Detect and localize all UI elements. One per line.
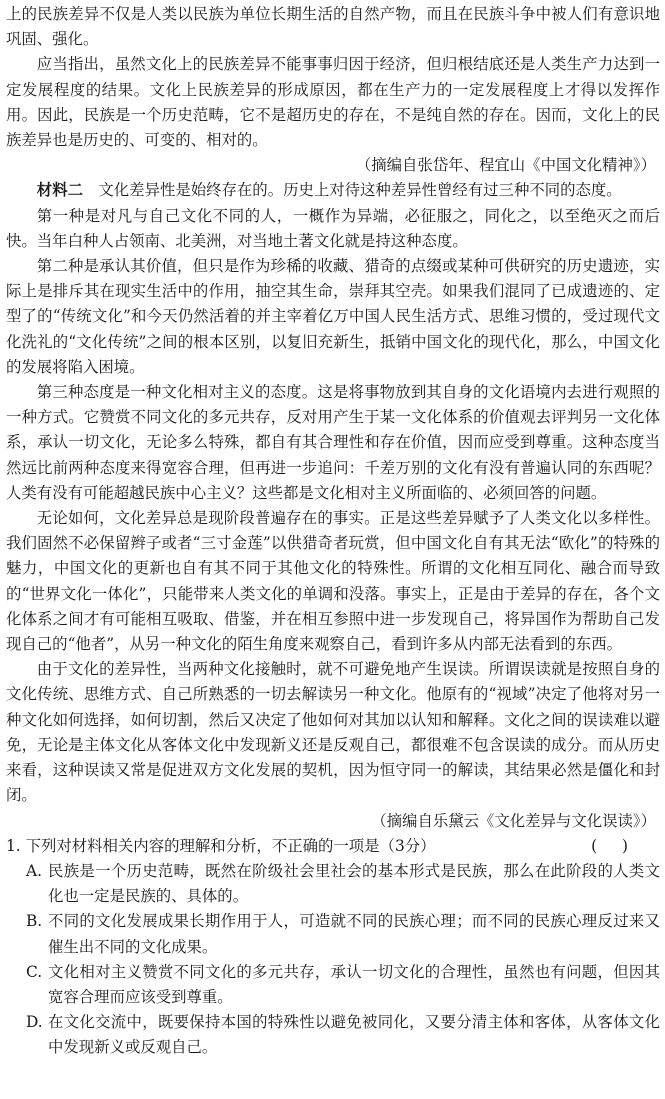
option-a-text: 民族是一个历史范畴，既然在阶级社会里社会的基本形式是民族，那么在此阶段的人类文化也一定是民族的、具体的。 — [48, 861, 660, 906]
material-two-paragraph-6: 由于文化的差异性，当两种文化接触时，就不可避免地产生误读。所谓误读就是按照自身的文化传统、思维方式、自己所熟悉的一切去解读另一种文化。他原有的“视域”决定了他将对另一种文化如何选择，如何切割，然后又决定了他如何对其加以认知和解释。文化之间的误读难以避免，无论是主体文化从客体文化中发现新义还是反观自己，都很难不包含误读的成分。而从历史来看，这种误读又常是促进双方文化发展的契机，因为恒守同一的解读，其结果必然是僵化和封闭。 — [6, 660, 660, 805]
option-b-letter: B. — [26, 912, 43, 931]
material-one-source: （摘编自张岱年、程宜山《中国文化精神》） — [355, 156, 656, 175]
material-two-paragraph-2: 第一种是对凡与自己文化不同的人，一概作为异端，必征服之，同化之，以至绝灭之而后快。当年白种人占领南、北美洲，对当地土著文化就是持这种态度。 — [6, 206, 660, 250]
material-two-paragraph-1 — [6, 178, 660, 203]
question-stem-row — [6, 834, 660, 859]
option-d[interactable] — [6, 1010, 660, 1060]
material-two-paragraph-4: 第三种态度是一种文化相对主义的态度。这是将事物放到其自身的文化语境内去进行观照的一种方式。它赞赏不同文化的多元共存，反对用产生于某一文化体系的价值观去评判另一文化体系，承认一切文化，无论多么特殊，都自有其合理性和存在价值，因而应受到尊重。这种态度当然远比前两种态度来得宽容合理，但再进一步追问：千差万别的文化有没有普遍认同的东西呢？人类有没有可能超越民族中心主义？这些都是文化相对主义所面临的、必须回答的问题。 — [6, 383, 660, 502]
option-b-text: 不同的文化发展成果长期作用于人，可造就不同的民族心理；而不同的民族心理反过来又催生出不同的文化成果。 — [48, 912, 660, 956]
material-two-paragraph-5: 无论如何，文化差异总是现阶段普遍存在的事实。正是这些差异赋予了人类文化以多样性。我们固然不必保留辫子或者“三寸金莲”以供猎奇者玩赏，但中国文化自有其无法“欧化”的特殊的魅力，中国文化的更新也自有其不同于其他文化的特殊性。所谓的文化相互同化、融合而导致的“世界文化一体化”，只能带来人类文化的单调和没落。事实上，正是由于差异的存在，各个文化体系之间才有可能相互吸取、借鉴，并在相互参照中进一步发现自己，将异国作为帮助自己发现自己的“他者”，从另一种文化的陌生角度来观察自己，看到许多从内部无法看到的东西。 — [6, 509, 660, 654]
material-two — [6, 178, 660, 833]
material-two-label: 材料二 — [36, 181, 83, 200]
option-c-text: 文化相对主义赞赏不同文化的多元共存，承认一切文化的合理性，虽然也有问题，但因其宽容合理而应该受到尊重。 — [48, 962, 660, 1006]
option-a[interactable] — [6, 859, 660, 909]
material-one-paragraph-2: 应当指出，虽然文化上的民族差异不能事事归因于经济，但归根结底还是人类生产力达到一定发展程度的结果。文化上民族差异的形成原因，都在生产力的一定发展程度上才得以发挥作用。因此，民族是一个历史范畴，它不是超历史的存在，不是纯自然的存在。因而，文化上的民族差异也是历史的、可变的、相对的。 — [6, 55, 660, 150]
question-stem: 1. 下列对材料相关内容的理解和分析，不正确的一项是（3分） — [6, 836, 436, 855]
material-one-paragraph-1: 上的民族差异不仅是人类以民族为单位长期生活的自然产物，而且在民族斗争中被人们有意识地巩固、强化。 — [6, 5, 660, 49]
material-one — [6, 2, 660, 178]
option-b[interactable] — [6, 909, 660, 959]
material-two-source: （摘编自乐黛云《文化差异与文化误读》） — [371, 811, 656, 830]
answer-blank[interactable]: ( ) — [591, 836, 638, 855]
material-two-paragraph-3: 第二种是承认其价值，但只是作为珍稀的收藏、猎奇的点缀或某种可供研究的历史遗迹，实际上是排斥其在现实生活中的作用，抽空其生命，崇拜其空壳。如果我们混同了已成遗迹的、定型了的“传统文化”和今天仍然活着的并主宰着亿万中国人民生活方式、思维习惯的，受过现代文化洗礼的“文化传统”之间的根本区别，以复旧充新生，抵销中国文化的现代化，那么，中国文化的发展将陷入困境。 — [6, 257, 660, 376]
option-a-letter: A. — [26, 861, 43, 880]
option-d-text: 在文化交流中，既要保持本国的特殊性以避免被同化，又要分清主体和客体，从客体文化中发现新义或反观自己。 — [48, 1013, 660, 1057]
option-c[interactable] — [6, 960, 660, 1010]
option-c-letter: C. — [26, 962, 43, 981]
exam-page — [6, 2, 660, 1061]
material-two-intro-text: 文化差异性是始终存在的。历史上对待这种差异性曾经有过三种不同的态度。 — [98, 181, 622, 200]
option-d-letter: D. — [26, 1013, 43, 1032]
question-1 — [6, 834, 660, 1061]
